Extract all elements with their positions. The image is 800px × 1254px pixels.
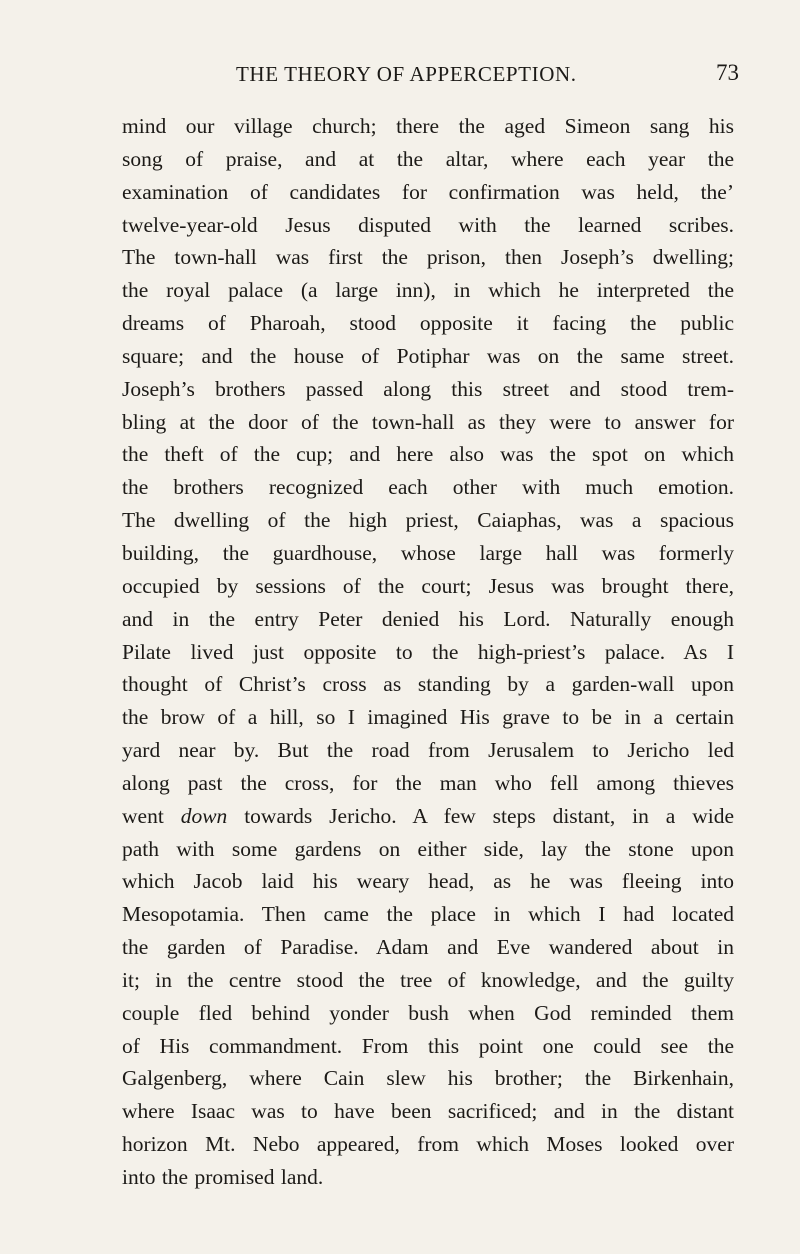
- text-line: the royal palace (a large inn), in which he interpreted the: [122, 278, 734, 303]
- text-line: horizon Mt. Nebo appeared, from which Moses looked over: [122, 1132, 734, 1157]
- text-line: The town-hall was first the prison, then Joseph’s dwelling;: [122, 245, 734, 270]
- text-line: path with some gardens on either side, lay the stone upon: [122, 836, 734, 861]
- text-fragment: towards Jericho. A few steps distant, in a wide: [244, 803, 735, 828]
- text-fragment: went: [122, 803, 164, 828]
- text-line: square; and the house of Potiphar was on the same street.: [122, 343, 734, 368]
- text-line: Mesopotamia. Then came the place in which I had located: [122, 902, 734, 927]
- page-number: 73: [716, 60, 739, 85]
- text-line: which Jacob laid his weary head, as he was fleeing into: [122, 869, 734, 894]
- text-line: twelve-year-old Jesus disputed with the learned scribes.: [122, 212, 734, 237]
- running-head: THE THEORY OF APPERCEPTION.: [236, 62, 577, 86]
- text-line: and in the entry Peter denied his Lord. Naturally enough: [122, 606, 734, 631]
- text-line: yard near by. But the road from Jerusalem to Jericho led: [122, 738, 734, 763]
- text-line: couple fled behind yonder bush when God reminded them: [122, 1000, 734, 1025]
- text-line: into the promised land.: [122, 1165, 324, 1189]
- text-body: [122, 110, 734, 1194]
- text-line: The dwelling of the high priest, Caiaphas, was a spacious: [122, 508, 734, 533]
- text-line: building, the guardhouse, whose large hall was formerly: [122, 540, 734, 565]
- text-line: along past the cross, for the man who fell among thieves: [122, 770, 734, 795]
- text-line: Joseph’s brothers passed along this street and stood trem-: [122, 376, 734, 401]
- text-line: song of praise, and at the altar, where each year the: [122, 146, 734, 171]
- text-line: Galgenberg, where Cain slew his brother; the Birkenhain,: [122, 1066, 734, 1091]
- text-line: bling at the door of the town-hall as they were to answer for: [122, 409, 734, 434]
- text-line: dreams of Pharoah, stood opposite it facing the public: [122, 311, 734, 336]
- text-line: of His commandment. From this point one could see the: [122, 1033, 734, 1058]
- text-line: Pilate lived just opposite to the high-priest’s palace. As I: [122, 639, 734, 664]
- text-line: [122, 800, 734, 833]
- text-line: thought of Christ’s cross as standing by a garden-wall upon: [122, 672, 734, 697]
- italic-word: down: [180, 803, 228, 828]
- text-line: examination of candidates for confirmation was held, the’: [122, 179, 734, 204]
- text-line: occupied by sessions of the court; Jesus was brought there,: [122, 573, 734, 598]
- text-line: mind our village church; there the aged Simeon sang his: [122, 114, 734, 138]
- text-line: the brothers recognized each other with much emotion.: [122, 475, 734, 500]
- text-line: the brow of a hill, so I imagined His grave to be in a certain: [122, 705, 734, 730]
- text-line: where Isaac was to have been sacrificed; and in the distant: [122, 1099, 734, 1124]
- text-line: the garden of Paradise. Adam and Eve wandered about in: [122, 935, 734, 960]
- text-line: the theft of the cup; and here also was the spot on which: [122, 442, 734, 467]
- text-line: it; in the centre stood the tree of knowledge, and the guilty: [122, 967, 734, 992]
